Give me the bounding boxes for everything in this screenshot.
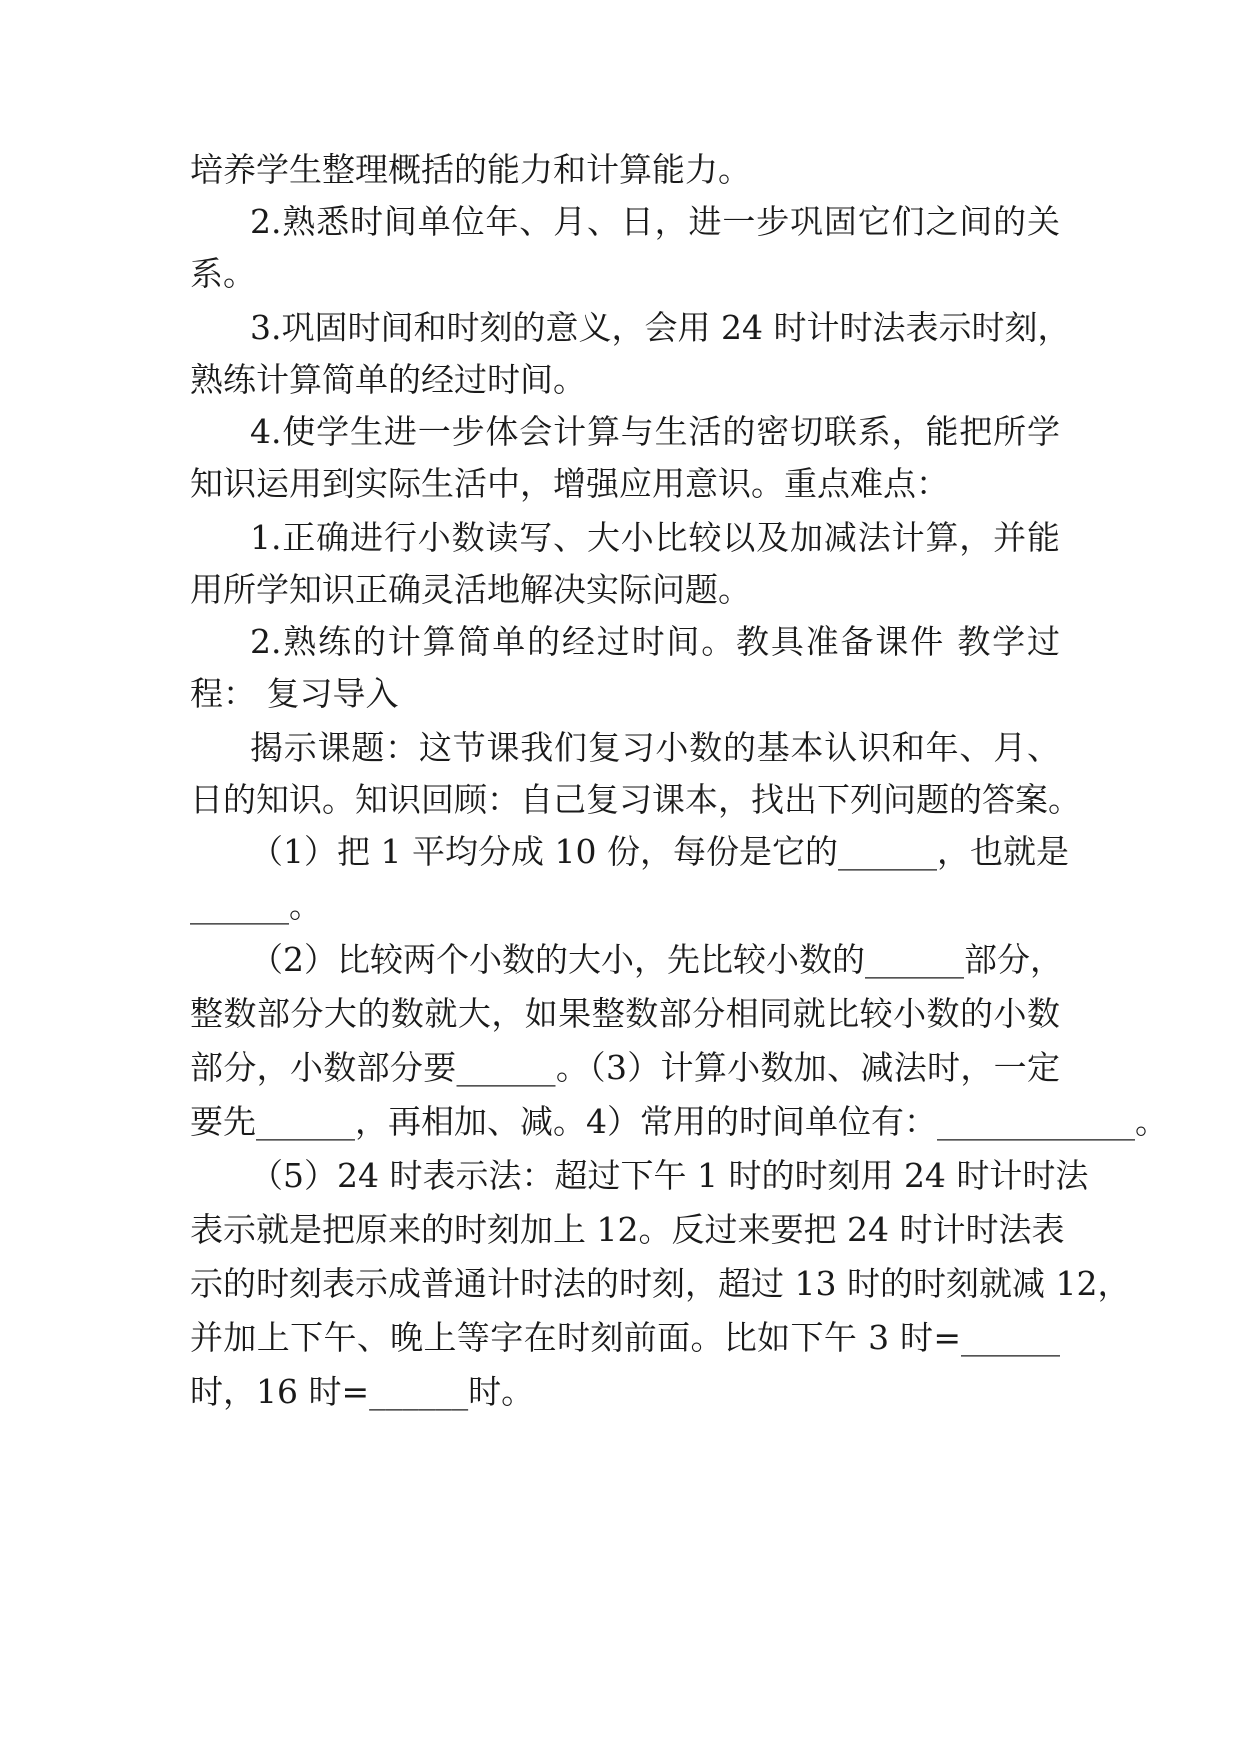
paragraph-line: （2）比较两个小数的大小，先比较小数的______部分， <box>250 940 1063 979</box>
paragraph-line: 3.巩固时间和时刻的意义，会用 24 时计时法表示时刻， <box>250 308 1071 347</box>
paragraph-line: 用所学知识正确灵活地解决实际问题。 <box>190 570 751 609</box>
paragraph-line: 4.使学生进一步体会计算与生活的密切联系，能把所学 <box>250 412 1060 451</box>
paragraph-line: 日的知识。知识回顾：自己复习课本，找出下列问题的答案。 <box>190 780 1081 819</box>
paragraph-line: 2.熟悉时间单位年、月、日，进一步巩固它们之间的关 <box>250 202 1060 241</box>
paragraph-line: ______。 <box>190 886 322 925</box>
paragraph-line: 要先______，再相加、减。4）常用的时间单位有：____________。 <box>190 1102 1168 1141</box>
paragraph-line: 系。 <box>190 254 256 293</box>
paragraph-line: 整数部分大的数就大，如果整数部分相同就比较小数的小数 <box>190 994 1060 1033</box>
paragraph-line: （1）把 1 平均分成 10 份，每份是它的______，也就是 <box>250 832 1069 871</box>
paragraph-line: 并加上下午、晚上等字在时刻前面。比如下午 3 时=______ <box>190 1318 1060 1357</box>
paragraph-line: 知识运用到实际生活中，增强应用意识。重点难点： <box>190 464 949 503</box>
paragraph-line: 揭示课题：这节课我们复习小数的基本认识和年、月、 <box>250 728 1060 767</box>
paragraph-line: 程： 复习导入 <box>190 674 399 713</box>
paragraph-line: 培养学生整理概括的能力和计算能力。 <box>190 150 751 189</box>
paragraph-line: （5）24 时表示法：超过下午 1 时的时刻用 24 时计时法 <box>250 1156 1089 1195</box>
paragraph-line: 示的时刻表示成普通计时法的时刻，超过 13 时的时刻就减 12， <box>190 1264 1131 1303</box>
paragraph-line: 部分，小数部分要______。（3）计算小数加、减法时，一定 <box>190 1048 1060 1087</box>
paragraph-line: 1.正确进行小数读写、大小比较以及加减法计算，并能 <box>250 518 1060 557</box>
paragraph-line: 熟练计算简单的经过时间。 <box>190 360 586 399</box>
paragraph-line: 时，16 时=______时。 <box>190 1372 535 1411</box>
paragraph-line: 2.熟练的计算简单的经过时间。教具准备课件 教学过 <box>250 622 1060 661</box>
paragraph-line: 表示就是把原来的时刻加上 12。反过来要把 24 时计时法表 <box>190 1210 1065 1249</box>
